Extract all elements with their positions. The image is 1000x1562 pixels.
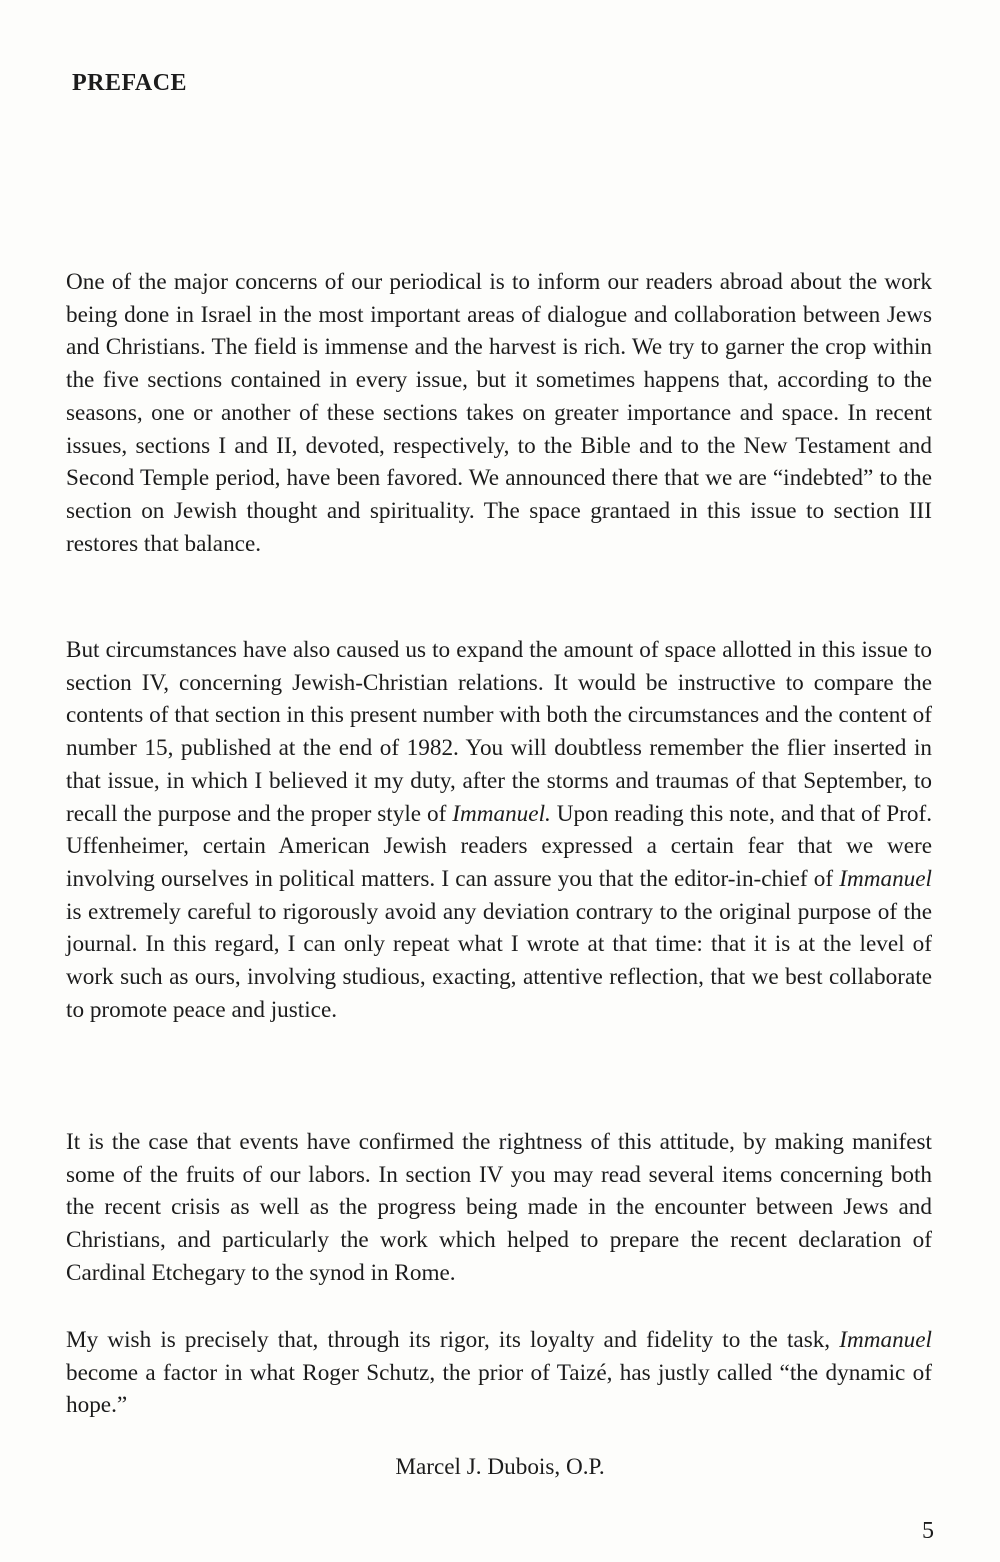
paragraph-text-run: It is the case that events have confirmed the rightness of this attitude, by making manifest some of the fruits of our labors. In section IV you may read several items concerning both the recent crisis as well as the progress being made in the encounter between Jews and Christians, and particularly the work which helped to prepare the recent declaration of Cardinal Etchegary to the synod in Rome. bbox=[66, 1129, 932, 1286]
paragraph-text-run: My wish is precisely that, through its rigor, its loyalty and fidelity to the task, bbox=[66, 1327, 840, 1353]
italic-title-text: Immanuel. bbox=[452, 800, 551, 827]
paragraph-text-run: One of the major concerns of our periodical is to inform our readers abroad about the work being done in Israel in the most important areas of dialogue and collaboration between Jews and Christians. The field is immense and the harvest is rich. We try to garner the crop within the five sections contained in every issue, but it sometimes happens that, according to the seasons, one or another of these sections takes on greater importance and space. In recent issues, sections I and II, devoted, respectively, to the Bible and to the New Testament and Second Temple period, have been favored. We announced there that we are “indebted” to the section on Jewish thought and spirituality. The space grantaed in this issue to section III restores that balance. bbox=[66, 269, 932, 557]
paragraph-text-run: Upon reading this note, and that of Prof. Uffenheimer, certain American Jewish readers expressed a certain fear that we were involving ourselves in political matters. I can assure you that the editor-in-chief of bbox=[66, 800, 932, 892]
paragraph-text-run: become a factor in what Roger Schutz, the prior of Taizé, has justly called “the dynamic of hope.” bbox=[66, 1359, 932, 1419]
paragraph-text-run: But circumstances have also caused us to expand the amount of space allotted in this issue to section IV, concerning Jewish-Christian relations. It would be instructive to compare the contents of that section in this present number with both the circumstances and the content of number 15, published at the end of 1982. You will doubtless remember the flier inserted in that issue, in which I believed it my duty, after the storms and traumas of that September, to recall the purpose and the proper style of bbox=[66, 637, 932, 827]
author-signature: Marcel J. Dubois, O.P. bbox=[395, 1454, 605, 1480]
page-heading: PREFACE bbox=[72, 70, 188, 96]
italic-title-text: Immanuel bbox=[839, 865, 932, 892]
page-number: 5 bbox=[922, 1518, 934, 1544]
paragraph-1 bbox=[66, 266, 932, 560]
italic-title-text: Immanuel bbox=[839, 1327, 932, 1353]
paragraph-text-run: is extremely careful to rigorously avoid any deviation contrary to the original purpose of the journal. In this regard, I can only repeat what I wrote at that time: that it is at the level of work such as ours, involving studious, exacting, attentive reflection, that we best collaborate to promote peace and justice. bbox=[66, 898, 932, 1023]
paragraph-4 bbox=[66, 1324, 932, 1422]
paragraph-3 bbox=[66, 1126, 932, 1290]
paragraph-2 bbox=[66, 634, 932, 1026]
